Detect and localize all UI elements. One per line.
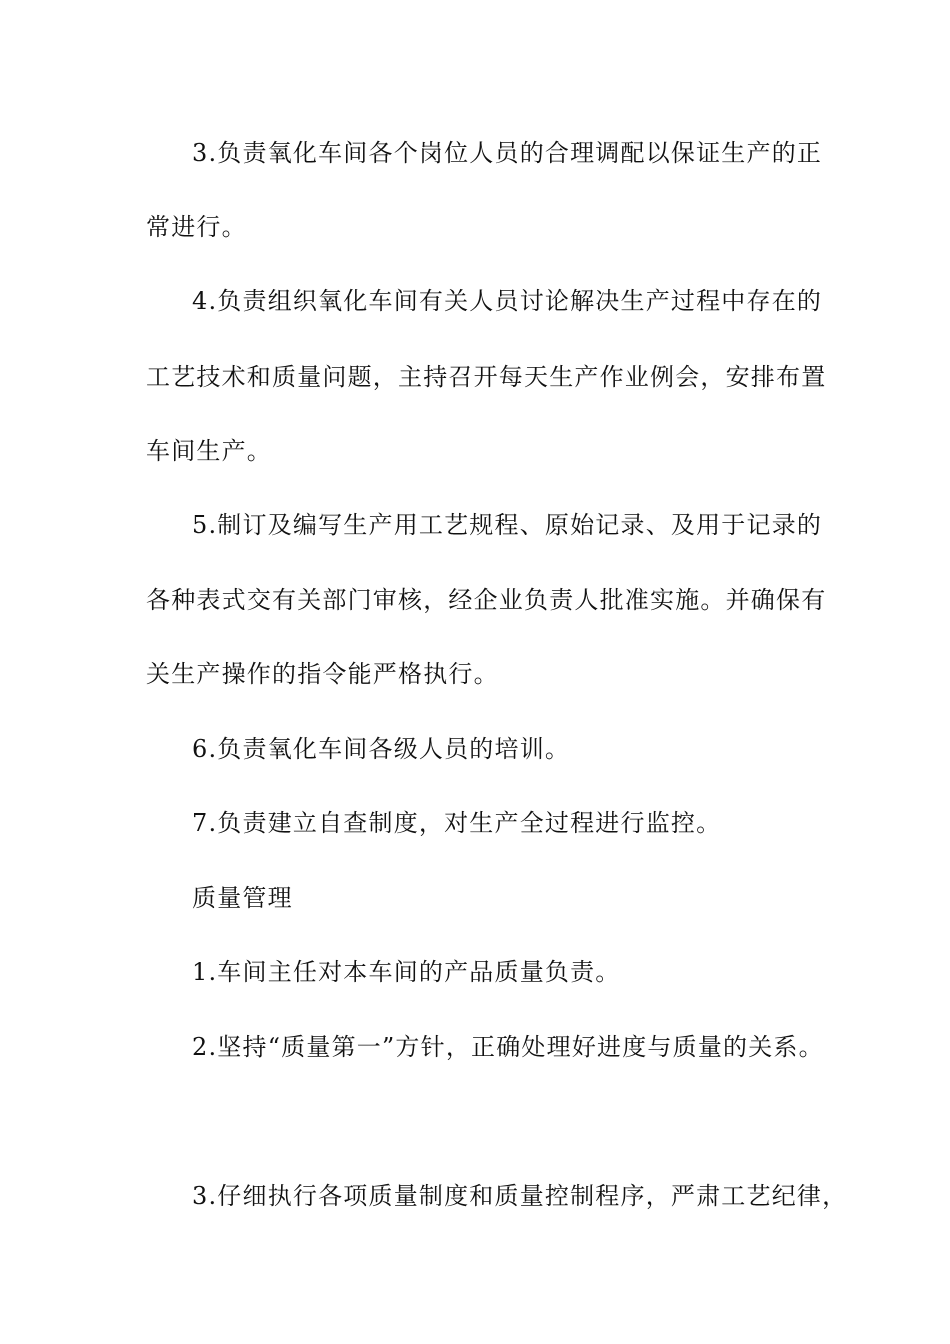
- paragraph-3-line-1: 3.负责氧化车间各个岗位人员的合理调配以保证生产的正: [192, 139, 823, 167]
- paragraph-3-line-2: 常进行。: [146, 213, 247, 241]
- paragraph-4-line-2: 工艺技术和质量问题，主持召开每天生产作业例会，安排布置: [146, 363, 827, 391]
- section-heading-quality-management: 质量管理: [192, 884, 293, 912]
- paragraph-5-line-2: 各种表式交有关部门审核，经企业负责人批准实施。并确保有: [146, 586, 827, 614]
- quality-item-3: 3.仔细执行各项质量制度和质量控制程序，严肃工艺纪律，: [192, 1182, 848, 1210]
- paragraph-4-line-3: 车间生产。: [146, 437, 272, 465]
- paragraph-7: 7.负责建立自查制度，对生产全过程进行监控。: [192, 809, 722, 837]
- quality-item-1: 1.车间主任对本车间的产品质量负责。: [192, 958, 621, 986]
- quality-item-2: 2.坚持“质量第一”方针，正确处理好进度与质量的关系。: [192, 1033, 824, 1061]
- paragraph-5-line-1: 5.制订及编写生产用工艺规程、原始记录、及用于记录的: [192, 511, 823, 539]
- paragraph-5-line-3: 关生产操作的指令能严格执行。: [146, 660, 499, 688]
- paragraph-4-line-1: 4.负责组织氧化车间有关人员讨论解决生产过程中存在的: [192, 287, 823, 315]
- paragraph-6: 6.负责氧化车间各级人员的培训。: [192, 735, 571, 763]
